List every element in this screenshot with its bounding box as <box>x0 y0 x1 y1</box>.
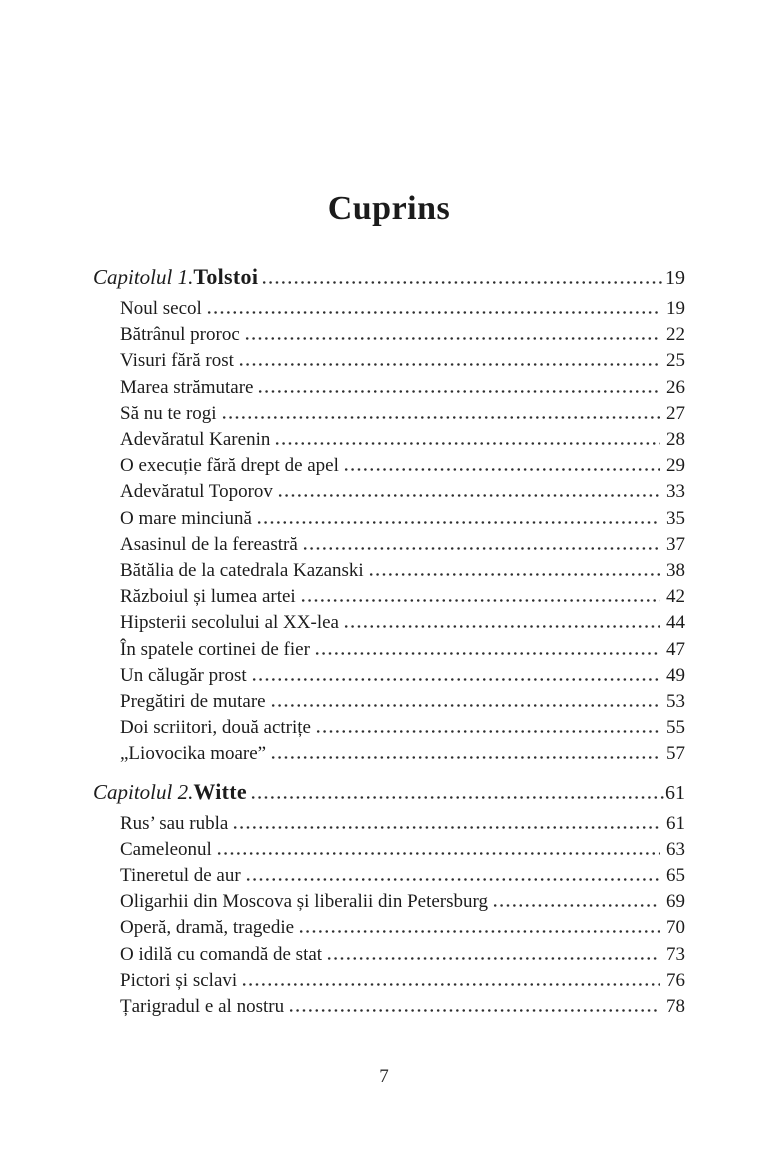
toc-entry-row <box>120 375 685 401</box>
dot-leader <box>238 363 660 366</box>
toc-entry-row <box>120 532 685 558</box>
dot-leader <box>244 337 660 340</box>
entry-page-number: 70 <box>666 917 685 939</box>
entry-page-number: 22 <box>666 324 685 346</box>
entry-page-number: 53 <box>666 691 685 713</box>
dot-leader <box>298 930 660 933</box>
entry-page-number: 38 <box>666 560 685 582</box>
entry-title: Rus’ sau rubla <box>120 812 229 834</box>
entry-page-number: 35 <box>666 507 685 529</box>
entry-page-number: 61 <box>666 812 685 834</box>
dot-leader <box>251 678 660 681</box>
chapter-label: Capitolul 1. <box>93 265 194 289</box>
toc-entry-row <box>120 863 685 889</box>
toc-entry-row <box>120 811 685 837</box>
entry-title: O execuție fără drept de apel <box>120 455 339 477</box>
dot-leader <box>232 826 660 829</box>
entry-title: Cameleonul <box>120 838 212 860</box>
entry-title: Un călugăr prost <box>120 664 247 686</box>
chapter-block <box>93 263 685 768</box>
entry-page-number: 33 <box>666 481 685 503</box>
chapter-title: Witte <box>193 778 247 804</box>
entry-page-number: 19 <box>666 298 685 319</box>
footer-page-number: 7 <box>379 1066 389 1087</box>
toc-entry-row <box>120 663 685 689</box>
entry-title: Țarigradul e al nostru <box>120 996 285 1018</box>
toc-entry-row <box>120 637 685 663</box>
chapter-row <box>93 263 685 292</box>
dot-leader <box>326 957 660 960</box>
entry-title: Asasinul de la fereastră <box>120 533 298 555</box>
entry-title: O mare minciună <box>120 507 252 529</box>
dot-leader <box>261 281 664 284</box>
entry-page-number: 63 <box>666 838 685 860</box>
toc-entry-row <box>120 348 685 374</box>
toc-entry-row <box>120 479 685 505</box>
dot-leader <box>221 416 660 419</box>
entry-page-number: 47 <box>666 638 685 660</box>
entry-page-number: 28 <box>666 429 685 451</box>
entry-page-number: 78 <box>666 996 685 1018</box>
dot-leader <box>277 494 660 497</box>
dot-leader <box>492 904 660 907</box>
entry-page-number: 27 <box>666 402 685 424</box>
entry-title: Tineretul de aur <box>120 865 241 887</box>
dot-leader <box>241 983 660 986</box>
entry-title: Noul secol <box>120 298 202 319</box>
chapter-page-number: 61 <box>665 781 685 804</box>
entry-page-number: 65 <box>666 865 685 887</box>
entry-page-number: 55 <box>666 717 685 739</box>
entry-title: Războiul și lumea artei <box>120 586 296 608</box>
toc-entry-row <box>120 837 685 863</box>
dot-leader <box>250 796 664 799</box>
toc-entry-row <box>120 889 685 915</box>
dot-leader <box>257 390 660 393</box>
toc-entry-row <box>120 715 685 741</box>
dot-leader <box>300 599 660 602</box>
toc-entry-row <box>120 968 685 994</box>
dot-leader <box>343 625 660 628</box>
dot-leader <box>315 730 660 733</box>
entry-page-number: 69 <box>666 891 685 913</box>
entry-page-number: 37 <box>666 533 685 555</box>
entry-title: În spatele cortinei de fier <box>120 638 310 660</box>
dot-leader <box>270 756 660 759</box>
entry-page-number: 42 <box>666 586 685 608</box>
entry-title: Doi scriitori, două actrițe <box>120 717 311 739</box>
entry-title: Visuri fără rost <box>120 350 234 372</box>
chapter-page-number: 19 <box>665 267 685 289</box>
toc-entry-row <box>120 322 685 348</box>
entry-page-number: 29 <box>666 455 685 477</box>
toc-entry-row <box>120 558 685 584</box>
entry-page-number: 26 <box>666 376 685 398</box>
entry-title: Bătrânul proroc <box>120 324 240 346</box>
table-of-contents <box>93 263 685 1020</box>
entry-title: Hipsterii secolului al XX-lea <box>120 612 339 634</box>
dot-leader <box>256 521 660 524</box>
toc-entry-row <box>120 296 685 322</box>
toc-entry-row <box>120 689 685 715</box>
entry-page-number: 76 <box>666 969 685 991</box>
dot-leader <box>343 468 660 471</box>
page-title: Cuprins <box>327 190 451 227</box>
entry-page-number: 49 <box>666 664 685 686</box>
toc-entry-row <box>120 427 685 453</box>
entry-title: „Liovocika moare” <box>120 743 267 765</box>
chapter-entries <box>93 811 685 1021</box>
toc-entry-row <box>120 401 685 427</box>
dot-leader <box>216 852 660 855</box>
dot-leader <box>368 573 660 576</box>
entry-title: Adevăratul Toporov <box>120 481 273 503</box>
toc-entry-row <box>120 741 685 767</box>
toc-entry-row <box>120 584 685 610</box>
toc-entry-row <box>120 506 685 532</box>
entry-page-number: 73 <box>666 943 685 965</box>
chapter-row <box>93 778 685 807</box>
entry-title: Adevăratul Karenin <box>120 429 271 451</box>
entry-page-number: 25 <box>666 350 685 372</box>
entry-title: Bătălia de la catedrala Kazanski <box>120 560 364 582</box>
toc-entry-row <box>120 453 685 479</box>
chapter-title: Tolstoi <box>193 264 259 289</box>
chapter-block <box>93 778 685 1021</box>
dot-leader <box>288 1009 660 1012</box>
chapter-entries <box>93 296 685 768</box>
entry-title: Să nu te rogi <box>120 402 217 424</box>
dot-leader <box>245 878 660 881</box>
chapter-label: Capitolul 2. <box>93 779 194 804</box>
entry-page-number: 44 <box>666 612 685 634</box>
entry-title: O idilă cu comandă de stat <box>120 943 323 965</box>
entry-title: Operă, dramă, tragedie <box>120 917 295 939</box>
dot-leader <box>314 652 660 655</box>
toc-entry-row <box>120 994 685 1020</box>
dot-leader <box>274 442 660 445</box>
toc-entry-row <box>120 942 685 968</box>
dot-leader <box>270 704 660 707</box>
entry-title: Pictori și sclavi <box>120 969 238 991</box>
dot-leader <box>206 311 660 314</box>
toc-entry-row <box>120 610 685 636</box>
dot-leader <box>302 547 660 550</box>
entry-page-number: 57 <box>666 743 685 765</box>
toc-entry-row <box>120 915 685 941</box>
entry-title: Marea strămutare <box>120 376 254 398</box>
entry-title: Pregătiri de mutare <box>120 691 266 713</box>
entry-title: Oligarhii din Moscova și liberalii din Petersburg <box>120 891 488 913</box>
